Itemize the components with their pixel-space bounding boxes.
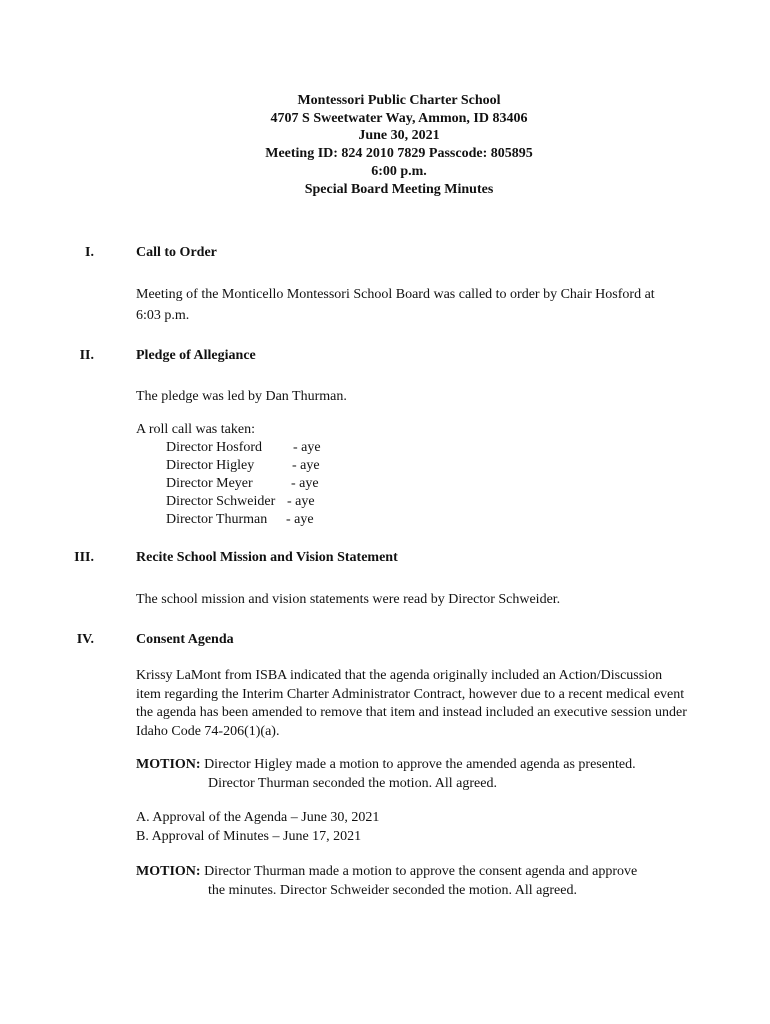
motion-approve-consent xyxy=(136,863,637,900)
consent-items-list xyxy=(136,808,379,846)
meeting-date: June 30, 2021 xyxy=(358,128,440,144)
document-header xyxy=(0,92,770,198)
consent-paragraph xyxy=(136,667,687,741)
list-item: A. Approval of the Agenda – June 30, 2021 xyxy=(136,810,380,825)
director-name: Director Meyer xyxy=(166,476,253,491)
section-number: IV. xyxy=(76,632,94,647)
school-address: 4707 S Sweetwater Way, Ammon, ID 83406 xyxy=(270,110,528,126)
motion-text-continued: the minutes. Director Schweider seconded the motion. All agreed. xyxy=(208,882,577,898)
motion-text: Director Thurman made a motion to approve the consent agenda and approve xyxy=(204,864,638,879)
school-name: Montessori Public Charter School xyxy=(297,93,501,108)
meeting-id-passcode: Meeting ID: 824 2010 7829 Passcode: 805895 xyxy=(265,146,533,162)
list-item: B. Approval of Minutes – June 17, 2021 xyxy=(136,829,362,844)
paragraph-line: Meeting of the Monticello Montessori School Board was called to order by Chair Hosford at xyxy=(136,287,655,302)
paragraph-line: Idaho Code 74-206(1)(a). xyxy=(136,723,280,739)
section-title-mission: Recite School Mission and Vision Statement xyxy=(136,550,398,565)
section-title-consent-agenda: Consent Agenda xyxy=(136,632,234,647)
motion-label: MOTION: xyxy=(136,757,201,772)
section-title-pledge: Pledge of Allegiance xyxy=(136,348,256,363)
director-name: Director Higley xyxy=(166,458,255,473)
call-to-order-paragraph xyxy=(136,286,655,325)
pledge-paragraph: The pledge was led by Dan Thurman. xyxy=(136,389,347,404)
motion-approve-agenda xyxy=(136,756,636,793)
director-vote: - aye xyxy=(293,440,321,455)
motion-text-continued: Director Thurman seconded the motion. All agreed. xyxy=(208,775,497,791)
director-vote: - aye xyxy=(292,458,320,473)
director-vote: - aye xyxy=(287,494,315,509)
mission-paragraph: The school mission and vision statements were read by Director Schweider. xyxy=(136,592,561,607)
section-number: II. xyxy=(79,348,94,363)
paragraph-line: Krissy LaMont from ISBA indicated that the agenda originally included an Action/Discussion xyxy=(136,668,663,683)
document-title: Special Board Meeting Minutes xyxy=(304,181,494,197)
motion-text: Director Higley made a motion to approve the amended agenda as presented. xyxy=(204,757,636,772)
section-number: I. xyxy=(85,245,94,260)
paragraph-line: item regarding the Interim Charter Administrator Contract, however due to a recent medical event xyxy=(136,686,685,702)
director-name: Director Schweider xyxy=(166,494,276,509)
meeting-time: 6:00 p.m. xyxy=(371,163,427,179)
paragraph-line: 6:03 p.m. xyxy=(136,307,190,323)
roll-call-intro: A roll call was taken: xyxy=(136,422,255,437)
section-number: III. xyxy=(74,550,94,565)
motion-label: MOTION: xyxy=(136,864,201,879)
director-vote: - aye xyxy=(291,476,319,491)
paragraph-line: the agenda has been amended to remove that item and instead included an executive session under xyxy=(136,705,687,720)
director-vote: - aye xyxy=(286,512,314,527)
director-name: Director Thurman xyxy=(166,512,268,527)
director-name: Director Hosford xyxy=(166,440,263,455)
section-title-call-to-order: Call to Order xyxy=(136,245,217,260)
